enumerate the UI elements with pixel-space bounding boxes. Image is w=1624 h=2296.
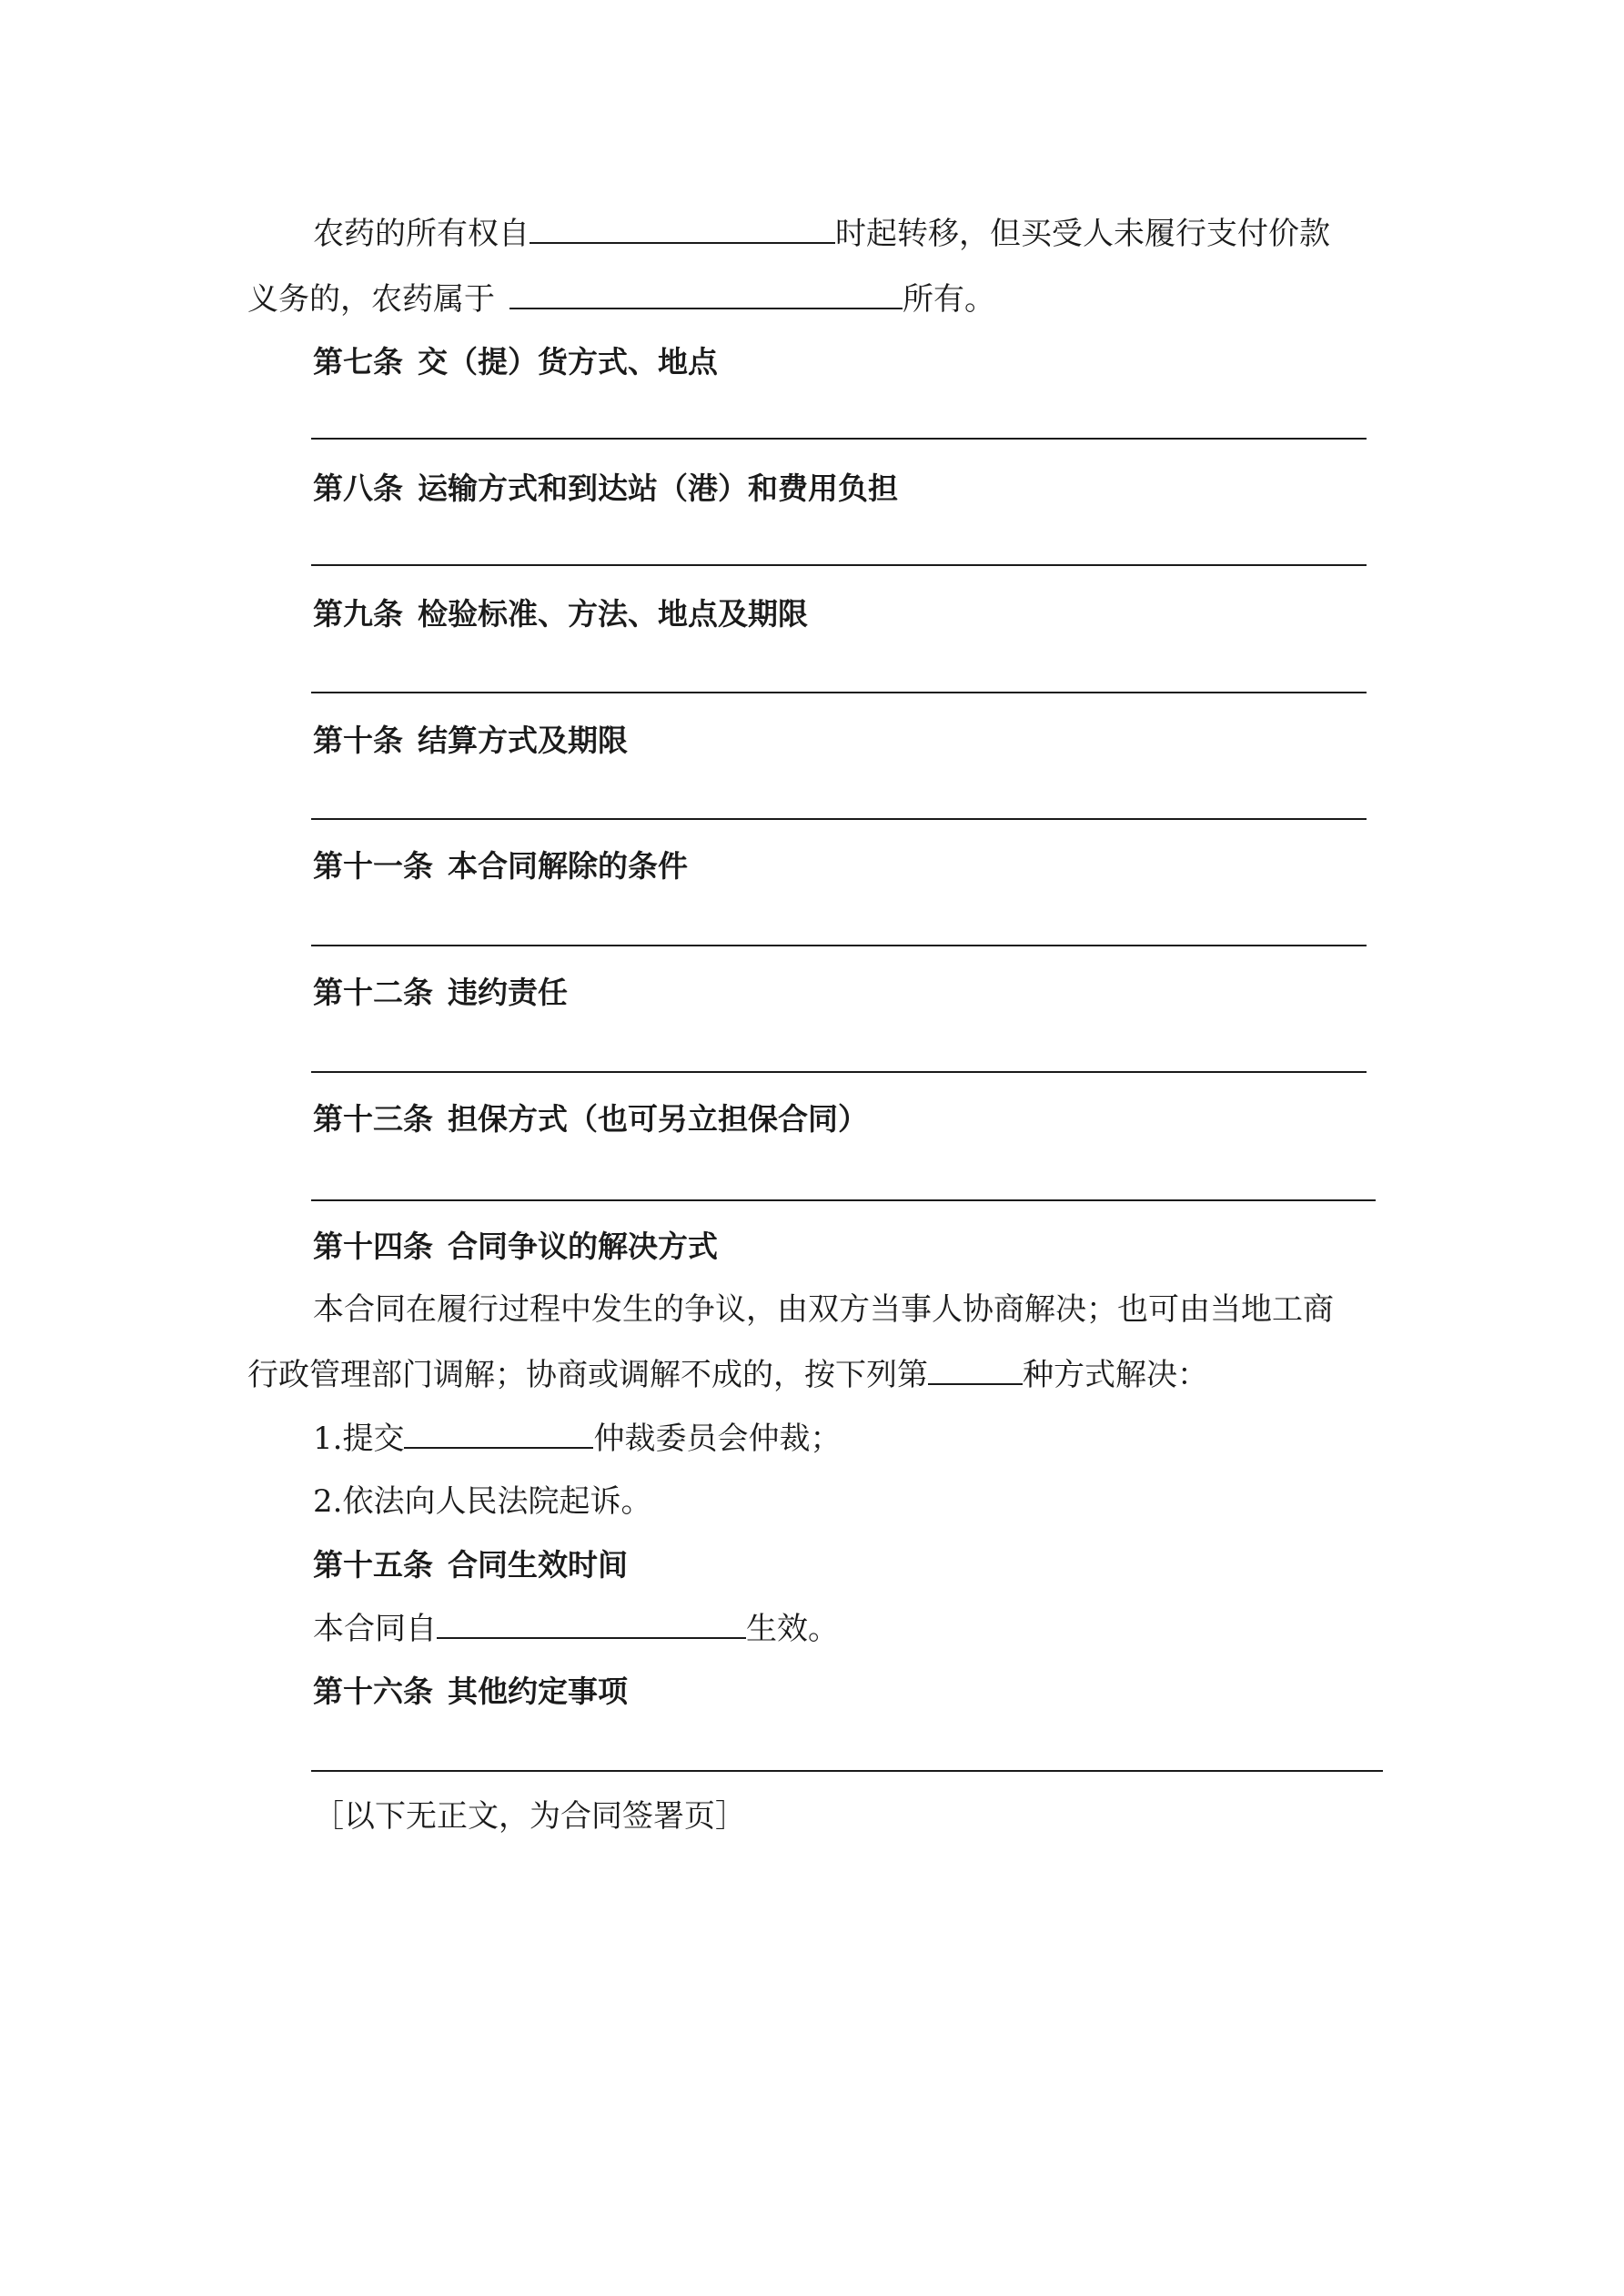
article-16-heading — [313, 1674, 628, 1710]
article-11-heading — [313, 848, 688, 885]
effective-text-b: 生效。 — [746, 1611, 839, 1647]
ownership-line-2 — [247, 280, 995, 318]
effective-line — [313, 1610, 839, 1647]
closing-note — [313, 1798, 746, 1835]
article-7-heading — [313, 344, 718, 380]
article-7-fill-line — [311, 438, 1367, 440]
ownership-transfer-time-blank — [530, 215, 835, 244]
closing-text: ［以下无正文，为合同签署页］ — [313, 1798, 746, 1835]
dispute-option-1 — [313, 1420, 841, 1457]
dispute-option-2 — [313, 1483, 651, 1520]
dispute-line-2 — [247, 1356, 1208, 1393]
effective-date-blank — [437, 1610, 746, 1639]
article-13-title: 担保方式（也可另立担保合同） — [448, 1101, 868, 1137]
article-10-heading — [313, 723, 628, 759]
dispute-text-2a: 行政管理部门调解；协商或调解不成的，按下列第 — [247, 1357, 928, 1393]
article-15-heading — [313, 1547, 628, 1583]
dispute-method-blank — [928, 1356, 1023, 1385]
article-9-heading — [313, 596, 808, 632]
article-7-number: 第七条 — [313, 344, 403, 379]
dispute-text-1: 本合同在履行过程中发生的争议，由双方当事人协商解决；也可由当地工商 — [313, 1291, 1334, 1328]
article-16-number: 第十六条 — [313, 1674, 433, 1709]
article-10-title: 结算方式及期限 — [418, 723, 628, 758]
article-14-heading — [313, 1229, 718, 1265]
article-16-title: 其他约定事项 — [448, 1674, 628, 1709]
arbitration-committee-blank — [404, 1420, 593, 1449]
article-15-title: 合同生效时间 — [448, 1547, 628, 1583]
article-12-number: 第十二条 — [313, 975, 433, 1010]
ownership-text-d: 所有。 — [903, 281, 995, 318]
ownership-text-b: 时起转移，但买受人未履行支付价款 — [835, 216, 1330, 252]
ownership-text-c: 义务的，农药属于 — [247, 281, 495, 318]
article-12-fill-line — [311, 1071, 1367, 1073]
article-8-fill-line — [311, 564, 1367, 566]
article-11-number: 第十一条 — [313, 848, 433, 884]
article-8-title: 运输方式和到达站（港）和费用负担 — [418, 470, 898, 506]
article-11-title: 本合同解除的条件 — [448, 848, 688, 884]
article-12-heading — [313, 975, 568, 1011]
article-7-title: 交（提）货方式、地点 — [418, 344, 718, 379]
article-14-title: 合同争议的解决方式 — [448, 1229, 718, 1264]
article-13-number: 第十三条 — [313, 1101, 433, 1137]
dispute-line-1 — [313, 1291, 1334, 1328]
article-9-fill-line — [311, 692, 1367, 693]
ownership-owner-blank — [509, 280, 903, 309]
article-14-number: 第十四条 — [313, 1229, 433, 1264]
dispute-text-2b: 种方式解决： — [1023, 1357, 1208, 1393]
article-9-number: 第九条 — [313, 596, 403, 632]
option-1-text-a: 1.提交 — [313, 1421, 405, 1457]
article-10-fill-line — [311, 818, 1367, 820]
article-12-title: 违约责任 — [448, 975, 568, 1010]
article-13-heading — [313, 1101, 868, 1138]
article-8-heading — [313, 470, 898, 507]
article-9-title: 检验标准、方法、地点及期限 — [418, 596, 808, 632]
article-10-number: 第十条 — [313, 723, 403, 758]
article-16-fill-line — [311, 1770, 1383, 1772]
article-15-number: 第十五条 — [313, 1547, 433, 1583]
article-11-fill-line — [311, 945, 1367, 946]
article-8-number: 第八条 — [313, 470, 403, 506]
ownership-line-1 — [313, 215, 1330, 252]
ownership-text-a: 农药的所有权自 — [313, 216, 530, 252]
effective-text-a: 本合同自 — [313, 1611, 437, 1647]
article-13-fill-line — [311, 1199, 1376, 1201]
option-1-text-b: 仲裁委员会仲裁； — [593, 1421, 842, 1457]
option-2-text: 2.依法向人民法院起诉。 — [313, 1483, 652, 1520]
